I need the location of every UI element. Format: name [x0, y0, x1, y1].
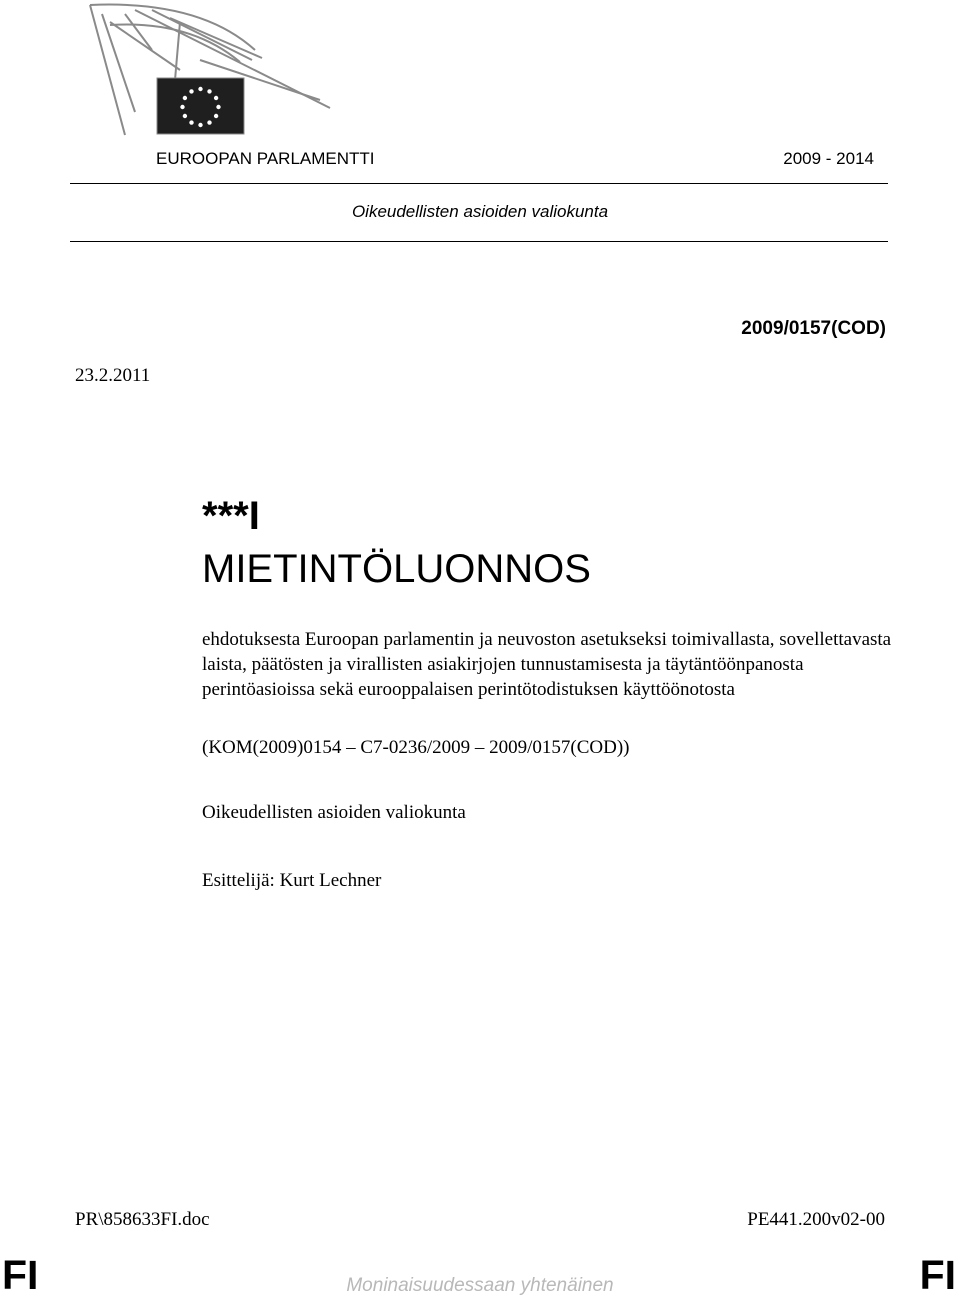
document-date: 23.2.2011	[75, 365, 151, 386]
eu-motto: Moninaisuudessaan yhtenäinen	[346, 1275, 614, 1296]
document-references: (KOM(2009)0154 – C7-0236/2009 – 2009/0157(COD))	[202, 737, 630, 758]
responsible-committee: Oikeudellisten asioiden valiokunta	[202, 802, 466, 823]
language-code-right: FI	[919, 1252, 956, 1298]
header-divider-bottom	[70, 241, 888, 242]
document-type-title: MIETINTÖLUONNOS	[202, 547, 591, 591]
rapporteur: Esittelijä: Kurt Lechner	[202, 870, 382, 891]
pe-number: PE441.200v02-00	[747, 1209, 885, 1230]
file-reference: PR\858633FI.doc	[75, 1209, 210, 1230]
parliamentary-term: 2009 - 2014	[783, 149, 874, 168]
procedure-reference: 2009/0157(COD)	[741, 318, 886, 339]
committee-header: Oikeudellisten asioiden valiokunta	[351, 202, 609, 221]
language-code-left: FI	[2, 1252, 39, 1298]
procedure-stars: ***I	[202, 494, 260, 538]
document-subject: ehdotuksesta Euroopan parlamentin ja neuvoston asetukseksi toimivallasta, sovellettavasta laista, päätösten ja virallisten asiakirjojen tunnustamisesta ja täytäntöönpanosta perintöasioissa sekä eurooppalaisen perintötodistuksen käyttöönotosta	[202, 629, 892, 700]
european-parliament-logo-icon	[80, 0, 340, 140]
header-divider-top	[70, 183, 888, 184]
parliament-name: EUROOPAN PARLAMENTTI	[156, 149, 375, 168]
